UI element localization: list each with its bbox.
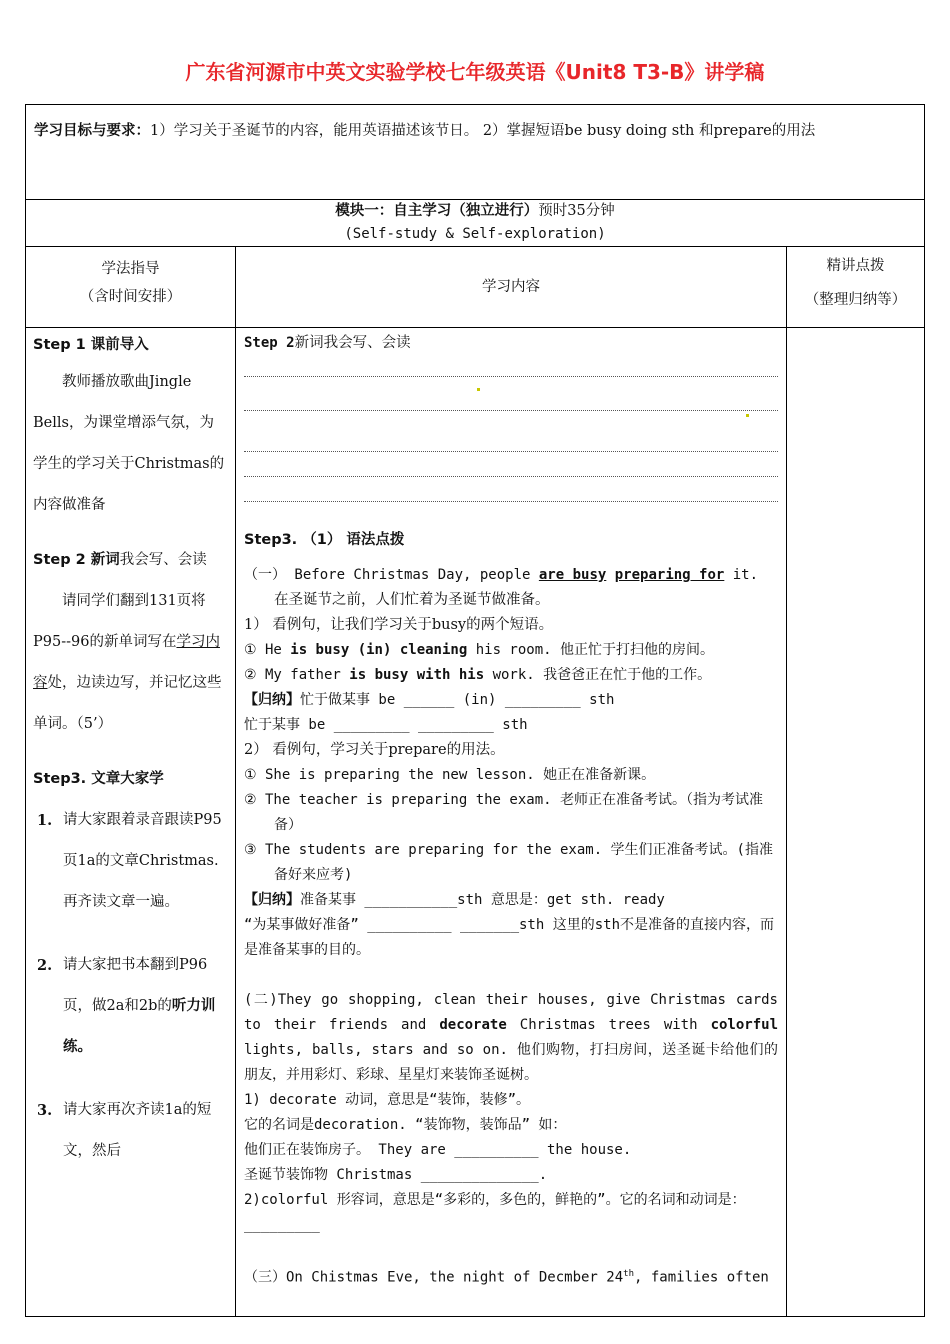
l2-bold: is busy (in) cleaning	[290, 642, 468, 658]
step1-text: 教师播放歌曲Jingle Bells，为课堂增添气氛，为学生的学习关于Christmas的内容做准备	[33, 374, 225, 513]
step2-title-bold: Step 2 新词	[33, 552, 120, 568]
speck-mark	[477, 388, 480, 391]
l10-label: 【归纳】	[244, 892, 300, 908]
step3-title: Step3. 文章大家学	[33, 771, 164, 787]
goal-label: 学习目标与要求：	[34, 123, 150, 139]
step3-list	[33, 800, 228, 1172]
line-m5: 2)colorful 形容词，意思是“多彩的，多色的，鲜艳的”。它的名词和动词是：_________	[244, 1192, 746, 1233]
line-l10	[244, 888, 778, 913]
step2-title	[33, 540, 228, 581]
speck-mark	[746, 414, 749, 417]
line-m2: 它的名词是decoration. “装饰物，装饰品” 如：	[244, 1117, 567, 1133]
line-m4: 圣诞节装饰物 Christmas ______________.	[244, 1167, 548, 1183]
s2-d: lights, balls, stars and so on. 他们购物，打扫房间，送圣诞卡给他们的朋友，并用彩灯、彩球、星星灯来装饰圣诞树。	[244, 1042, 778, 1083]
s2-bold-1: decorate	[439, 1017, 507, 1033]
mid-step2	[244, 332, 778, 354]
l3-c: work. 我爸爸正在忙于他的工作。	[484, 667, 712, 683]
header-notes	[787, 247, 925, 328]
line-l7: ① She is preparing the new lesson. 她正在准备新课。	[244, 767, 656, 783]
line-l5: 忙于某事 be _________ _________ sth	[244, 717, 528, 733]
s1-underline-2: preparing for	[614, 567, 725, 583]
s3-a: （三）On Chistmas Eve, the night of Decmber 24	[244, 1269, 624, 1286]
l4-text: 忙于做某事 be ______ (in) _________ sth	[300, 692, 615, 708]
line-l11: “为某事做好准备” __________ _______sth 这里的sth不是准备的直接内容，而是准备某事的目的。	[244, 917, 775, 958]
s3-sup: th	[623, 1269, 634, 1279]
s2-c: Christmas trees with	[506, 1017, 711, 1033]
l3-bold: is busy with his	[349, 667, 485, 683]
line-m3: 他们正在装饰房子。 They are __________ the house.	[244, 1142, 632, 1158]
item-number: 3.	[37, 1102, 53, 1119]
content-column	[236, 328, 787, 1317]
module-heading	[26, 200, 925, 247]
blank-line	[244, 411, 778, 452]
line-m1: 1) decorate 动词，意思是“装饰，装修”。	[244, 1092, 531, 1108]
header-method-sub: （含时间安排）	[79, 289, 182, 305]
item-number: 1.	[37, 812, 53, 829]
step2-text-link: 学习内容	[33, 634, 220, 691]
item-text: 请大家跟着录音跟读P95页1a的文章Christmas.再齐读文章一遍。	[63, 812, 222, 910]
blank-line	[244, 477, 778, 502]
l10-text: 准备某事 ___________sth 意思是：get sth. ready	[300, 892, 665, 908]
module-title: 模块一：自主学习（独立进行）	[335, 203, 539, 219]
line-l4	[244, 688, 778, 713]
blank-line	[244, 354, 778, 377]
s1-text-end: it.	[724, 567, 759, 583]
learning-goal	[26, 105, 925, 200]
s3-b: , families often	[634, 1269, 769, 1286]
step1-title: Step 1 课前导入	[33, 337, 149, 353]
l2-a: ① He	[244, 642, 291, 658]
list-item	[33, 1090, 228, 1172]
l4-label: 【归纳】	[244, 692, 300, 708]
step2-text	[33, 581, 228, 745]
section-two	[244, 988, 778, 1088]
step2-text-b: 处，边读边写，并记忆这些单词。（5’）	[33, 675, 222, 732]
s1-underline-1: are busy	[538, 567, 607, 583]
s2-a: (二)They go shopping, clean their houses, give Christmas cards to their friends and	[244, 992, 778, 1033]
line-l2	[244, 638, 778, 663]
list-item	[33, 945, 228, 1068]
step2-title-rest: 我会写、会读	[119, 552, 207, 568]
header-method	[26, 247, 236, 328]
goal-text: 1）学习关于圣诞节的内容，能用英语描述该节日。 2）掌握短语be busy doing sth 和prepare的用法	[150, 123, 816, 139]
page-title: 广东省河源市中英文实验学校七年级英语《Unit8 T3-B》讲学稿	[185, 60, 765, 84]
item-number: 2.	[37, 957, 53, 974]
line-l8: ② The teacher is preparing the exam. 老师正在准备考试。（指为考试准备）	[244, 792, 763, 833]
module-subtitle: (Self-study & Self-exploration)	[344, 226, 606, 242]
item-text-bold: 听力训练。	[63, 998, 216, 1055]
lesson-table	[25, 104, 925, 1317]
s1-translation: 在圣诞节之前，人们忙着为圣诞节做准备。	[274, 592, 550, 608]
module-time: 预时35分钟	[538, 203, 615, 219]
step2-text-a: 请同学们翻到131页将P95--96的新单词写在	[33, 593, 206, 650]
blank-line	[244, 377, 778, 411]
line-l6: 2） 看例句，学习关于prepare的用法。	[244, 742, 505, 758]
line-l1: 1） 看例句，让我们学习关于busy的两个短语。	[244, 617, 554, 633]
list-item	[33, 800, 228, 923]
l3-a: ② My father	[244, 667, 350, 683]
s1-text: （一） Before Christmas Day, people	[244, 567, 539, 583]
header-notes-sub: （整理归纳等）	[804, 292, 907, 308]
section-three	[244, 1262, 778, 1291]
item-text: 请大家再次齐读1a的短文，然后	[63, 1102, 212, 1159]
mid-step3-title: Step3. （1） 语法点拨	[244, 532, 405, 548]
line-l3	[244, 663, 778, 688]
notes-column	[787, 328, 925, 1317]
mid-step2-rest: 新词我会写、会读	[294, 335, 411, 351]
section-one	[244, 563, 778, 588]
line-l9: ③ The students are preparing for the exam. 学生们正准备考试。(指准备好来应考)	[244, 842, 773, 883]
blank-line	[244, 452, 778, 477]
s2-bold-2: colorful	[710, 1017, 778, 1033]
header-notes-label: 精讲点拨	[826, 258, 885, 274]
header-content	[236, 247, 787, 328]
method-column	[26, 328, 236, 1317]
header-method-label: 学法指导	[101, 261, 160, 277]
l2-c: his room. 他正忙于打扫他的房间。	[467, 642, 714, 658]
item-text: 请大家把书本翻到P96页，做2a和2b的	[63, 957, 208, 1014]
mid-step2-bold: Step 2	[244, 335, 295, 351]
header-content-label: 学习内容	[482, 279, 540, 295]
